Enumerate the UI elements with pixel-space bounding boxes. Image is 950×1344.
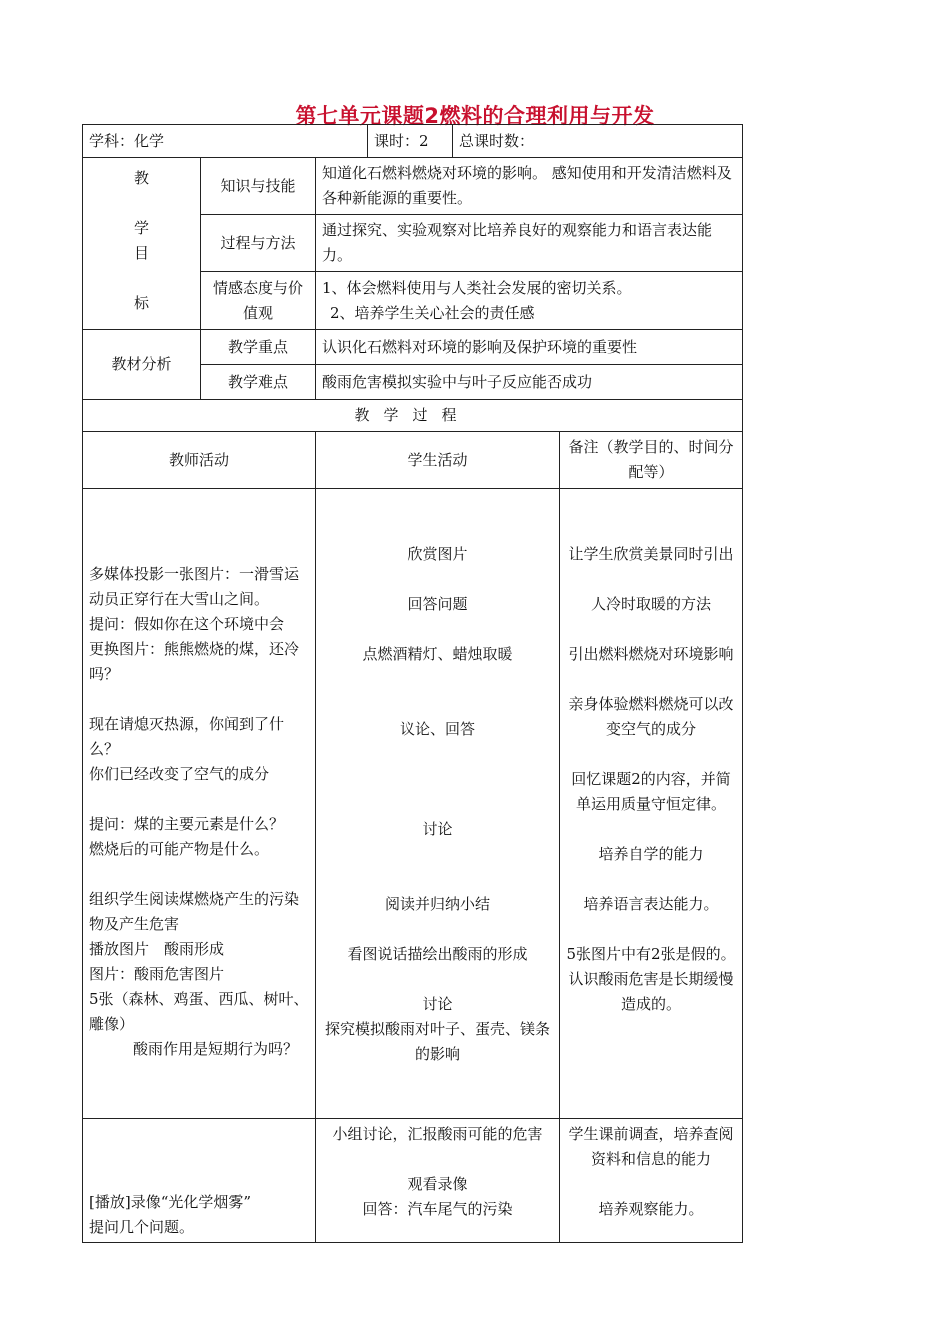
lesson-plan-table bbox=[82, 124, 743, 1243]
objective-label: 过程与方法 bbox=[201, 215, 316, 272]
student-activity-cell: 小组讨论，汇报酸雨可能的危害 观看录像 回答：汽车尾气的污染 bbox=[316, 1119, 560, 1243]
notes-column-header: 备注（教学目的、时间分配等） bbox=[560, 432, 743, 489]
process-block-row bbox=[83, 1119, 743, 1243]
objective-row bbox=[83, 158, 743, 215]
student-column-header: 学生活动 bbox=[316, 432, 560, 489]
analysis-label: 教材分析 bbox=[83, 330, 201, 400]
objectives-label: 教 学 目 标 bbox=[83, 158, 201, 330]
teacher-activity-cell: 多媒体投影一张图片：一滑雪运动员正穿行在大雪山之间。 提问：假如你在这个环境中会 更换图片：熊熊燃烧的煤，还冷吗？ 现在请熄灭热源，你闻到了什么？ 你们已经改变了空气的成分 提问：煤的主要元素是什么？ 燃烧后的可能产物是什么。 组织学生阅读煤燃烧产生的污染物及产生危害 播放图片 酸雨形成 图片：酸雨危害图片 5张（森林、鸡蛋、西瓜、树叶、雕像） 酸雨作用是短期行为吗？ bbox=[83, 489, 316, 1119]
page-title: 第七单元课题2燃料的合理利用与开发 bbox=[295, 104, 655, 128]
process-heading-row bbox=[83, 400, 743, 432]
teacher-column-header: 教师活动 bbox=[83, 432, 316, 489]
objective-content: 通过探究、实验观察对比培养良好的观察能力和语言表达能力。 bbox=[316, 215, 743, 272]
analysis-item-label: 教学重点 bbox=[201, 330, 316, 365]
objective-content: 1、体会燃料使用与人类社会发展的密切关系。 2、培养学生关心社会的责任感 bbox=[316, 272, 743, 330]
lesson-hours-cell: 课时：2 bbox=[368, 125, 453, 158]
analysis-row bbox=[83, 330, 743, 365]
process-block-row bbox=[83, 489, 743, 1119]
notes-cell: 让学生欣赏美景同时引出 人冷时取暖的方法 引出燃料燃烧对环境影响 亲身体验燃料燃烧可以改变空气的成分 回忆课题2的内容，并简单运用质量守恒定律。 培养自学的能力 培养语言表达能力。 5张图片中有2张是假的。认识酸雨危害是长期缓慢造成的。 bbox=[560, 489, 743, 1119]
analysis-item-content: 认识化石燃料对环境的影响及保护环境的重要性 bbox=[316, 330, 743, 365]
objective-label: 情感态度与价值观 bbox=[201, 272, 316, 330]
total-hours-cell: 总课时数： bbox=[453, 125, 743, 158]
subject-cell: 学科：化学 bbox=[83, 125, 368, 158]
process-columns-row bbox=[83, 432, 743, 489]
header-row bbox=[83, 125, 743, 158]
objective-content: 知道化石燃料燃烧对环境的影响。 感知使用和开发清洁燃料及各种新能源的重要性。 bbox=[316, 158, 743, 215]
notes-cell: 学生课前调查，培养查阅资料和信息的能力 培养观察能力。 bbox=[560, 1119, 743, 1243]
teacher-activity-cell: [播放]录像“光化学烟雾” 提问几个问题。 bbox=[83, 1119, 316, 1243]
student-activity-cell: 欣赏图片 回答问题 点燃酒精灯、蜡烛取暖 议论、回答 讨论 阅读并归纳小结 看图说话描绘出酸雨的形成 讨论 探究模拟酸雨对叶子、蛋壳、镁条的影响 bbox=[316, 489, 560, 1119]
analysis-item-label: 教学难点 bbox=[201, 365, 316, 400]
process-heading: 教学过程 bbox=[354, 406, 471, 424]
objective-label: 知识与技能 bbox=[201, 158, 316, 215]
analysis-item-content: 酸雨危害模拟实验中与叶子反应能否成功 bbox=[316, 365, 743, 400]
